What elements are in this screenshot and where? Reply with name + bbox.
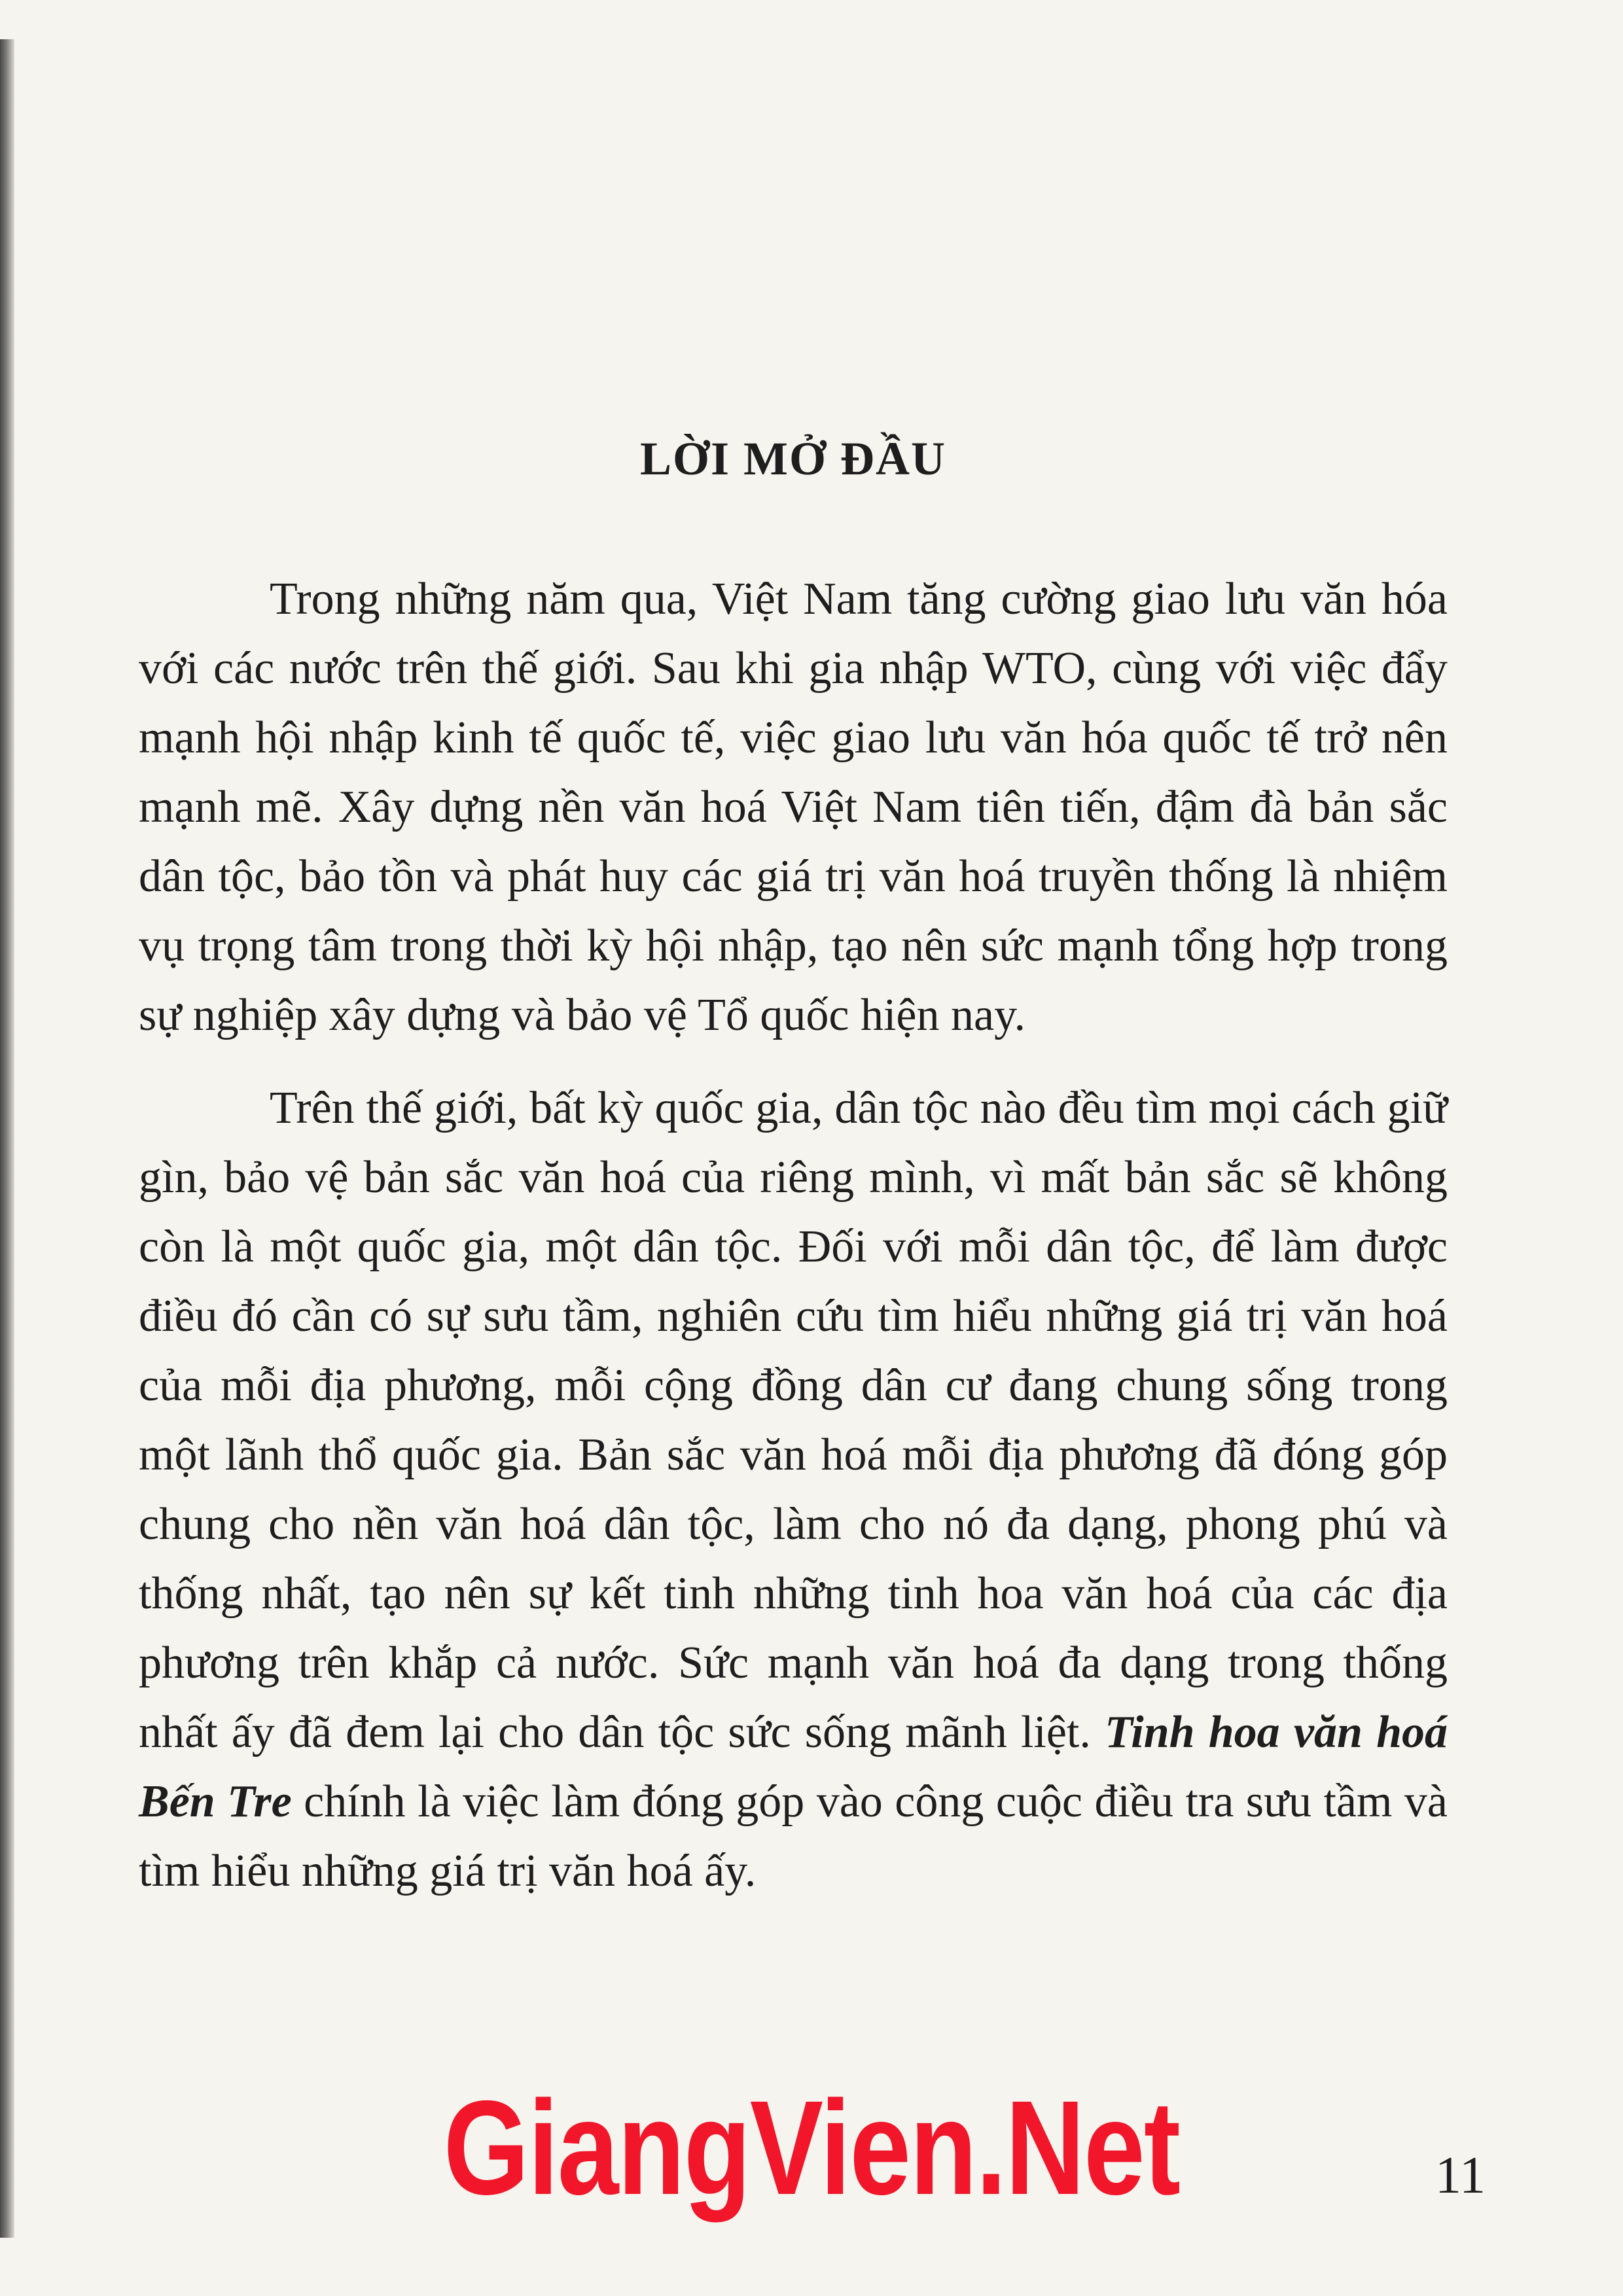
book-title: Tinh hoa văn hoá Bến Tre — [139, 1707, 1448, 1827]
watermark-logo: GiangVien.Net — [443, 2073, 1180, 2223]
paragraph-2-text-after: chính là việc làm đóng góp vào công cuộc điều tra sưu tầm và tìm hiểu những giá trị văn hoá ấy. — [139, 1776, 1448, 1896]
page-title: LỜI MỞ ĐẦU — [640, 433, 946, 485]
paragraph-2 — [139, 1074, 1448, 1906]
paragraph-1: Trong những năm qua, Việt Nam tăng cường giao lưu văn hóa với các nước trên thế giới. Sau khi gia nhập WTO, cùng với việc đẩy mạnh hội nhập kinh tế quốc tế, việc giao lưu văn hóa quốc tế trở nên mạnh mẽ. Xây dựng nền văn hoá Việt Nam tiên tiến, đậm đà bản sắc dân tộc, bảo tồn và phát huy các giá trị văn hoá truyền thống là nhiệm vụ trọng tâm trong thời kỳ hội nhập, tạo nên sức mạnh tổng hợp trong sự nghiệp xây dựng và bảo vệ Tổ quốc hiện nay. — [139, 574, 1448, 1040]
paragraph-2-text-before: Trên thế giới, bất kỳ quốc gia, dân tộc nào đều tìm mọi cách giữ gìn, bảo vệ bản sắc văn hoá của riêng mình, vì mất bản sắc sẽ không còn là một quốc gia, một dân tộc. Đối với mỗi dân tộc, để làm được điều đó cần có sự sưu tầm, nghiên cứu tìm hiểu những giá trị văn hoá của mỗi địa phương, mỗi cộng đồng dân cư đang chung sống trong một lãnh thổ quốc gia. Bản sắc văn hoá mỗi địa phương đã đóng góp chung cho nền văn hoá dân tộc, làm cho nó đa dạng, phong phú và thống nhất, tạo nên sự kết tinh những tinh hoa văn hoá của các địa phương trên khắp cả nước. Sức mạnh văn hoá đa dạng trong thống nhất ấy đã đem lại cho dân tộc sức sống mãnh liệt. — [139, 1083, 1448, 1757]
binding-edge — [0, 39, 14, 2238]
page-number: 11 — [1435, 2147, 1486, 2204]
page-content — [139, 432, 1448, 1930]
